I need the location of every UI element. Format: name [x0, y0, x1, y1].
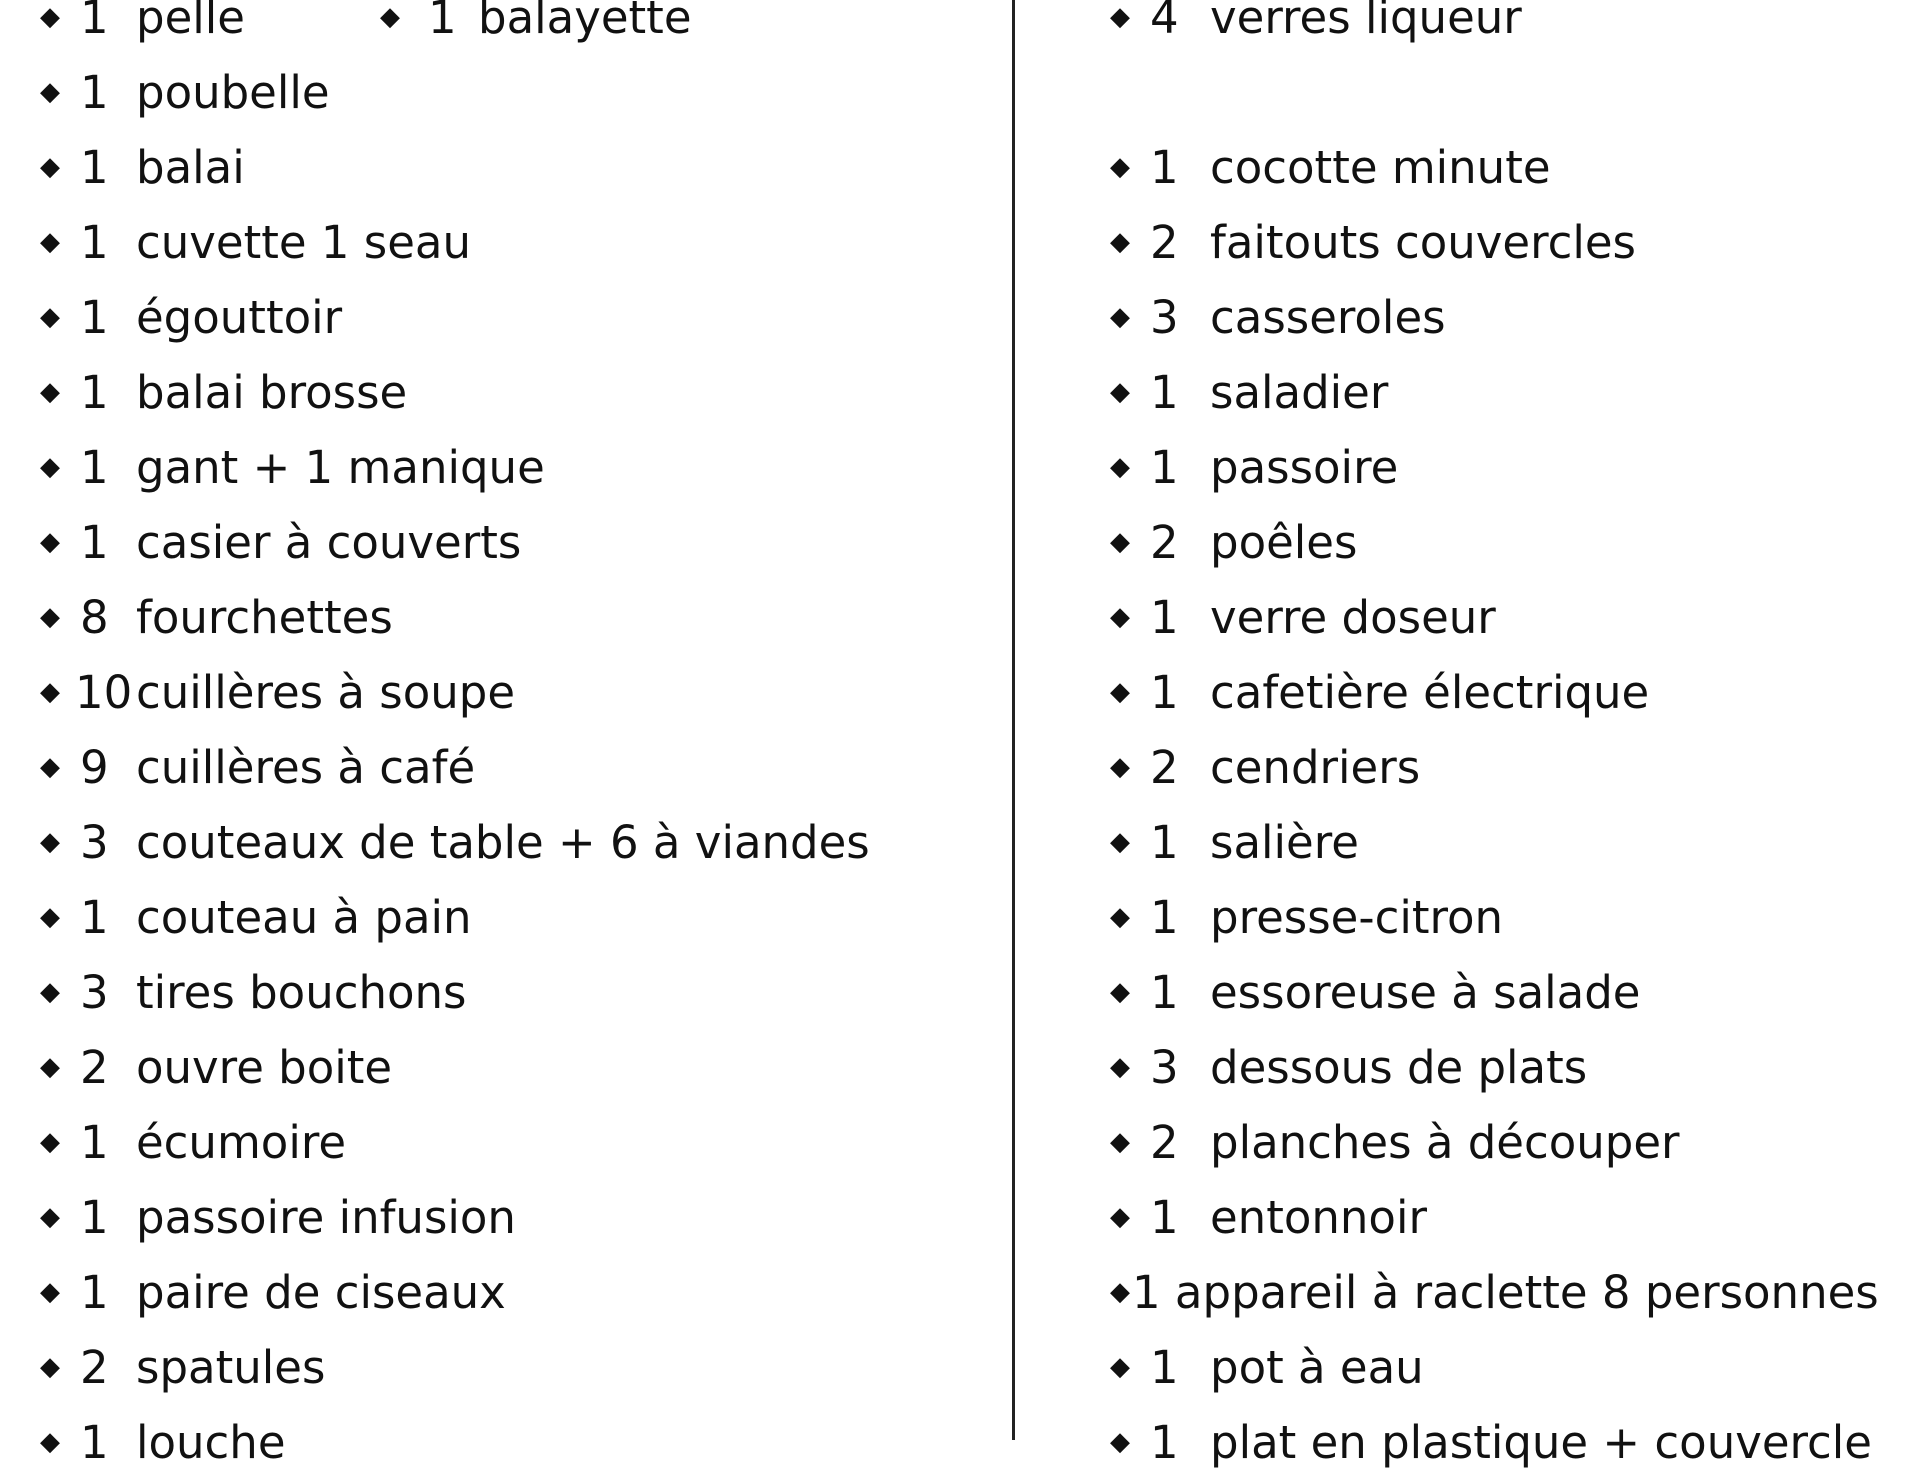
bullet-diamond-icon: ◆ — [1110, 527, 1130, 557]
item-quantity: 1 — [1150, 1416, 1179, 1469]
bullet-diamond-icon: ◆ — [40, 1052, 60, 1082]
list-item — [1110, 1105, 1910, 1180]
bullet-diamond-icon: ◆ — [1110, 302, 1130, 332]
bullet-diamond-icon: ◆ — [1110, 827, 1130, 857]
item-quantity: 1 — [1150, 1191, 1179, 1244]
list-item — [40, 355, 1000, 430]
item-label: cafetière électrique — [1210, 666, 1650, 719]
bullet-diamond-icon: ◆ — [1110, 1052, 1130, 1082]
item-quantity: 2 — [1150, 516, 1179, 569]
left-inventory-column — [40, 0, 1000, 1480]
list-item — [40, 1180, 1000, 1255]
item-label: poubelle — [136, 66, 330, 119]
bullet-diamond-icon: ◆ — [40, 1352, 60, 1382]
list-item — [40, 505, 1000, 580]
item-label: entonnoir — [1210, 1191, 1427, 1244]
item-quantity: 1 — [80, 1416, 109, 1469]
item-label: cuvette 1 seau — [136, 216, 472, 269]
bullet-diamond-icon: ◆ — [1110, 152, 1130, 182]
item-quantity: 3 — [80, 966, 109, 1019]
item-label: cocotte minute — [1210, 141, 1551, 194]
item-quantity: 1 — [80, 291, 109, 344]
item-quantity: 1 — [80, 1191, 109, 1244]
bullet-diamond-icon: ◆ — [40, 377, 60, 407]
bullet-diamond-icon: ◆ — [40, 1127, 60, 1157]
item-label: pot à eau — [1210, 1341, 1424, 1394]
item-label: passoire infusion — [136, 1191, 516, 1244]
item-quantity: 3 — [1150, 291, 1179, 344]
item-label: cuillères à soupe — [136, 666, 516, 719]
bullet-diamond-icon: ◆ — [1110, 1202, 1130, 1232]
list-item — [40, 580, 1000, 655]
item-label: dessous de plats — [1210, 1041, 1588, 1094]
bullet-diamond-icon: ◆ — [40, 152, 60, 182]
item-quantity: 1 — [1150, 141, 1179, 194]
item-label: pelle — [136, 0, 245, 44]
item-quantity: 4 — [1150, 0, 1179, 44]
bullet-diamond-icon: ◆ — [1110, 1352, 1130, 1382]
item-label: balayette — [478, 0, 692, 44]
list-item — [40, 280, 1000, 355]
item-quantity: 1 — [80, 1116, 109, 1169]
bullet-diamond-icon: ◆ — [40, 302, 60, 332]
item-label: verre doseur — [1210, 591, 1496, 644]
item-label: poêles — [1210, 516, 1358, 569]
item-label: balai — [136, 141, 245, 194]
bullet-diamond-icon: ◆ — [40, 452, 60, 482]
item-quantity: 1 — [80, 366, 109, 419]
bullet-diamond-icon: ◆ — [40, 902, 60, 932]
item-quantity: 1 — [80, 216, 109, 269]
bullet-diamond-icon: ◆ — [1110, 377, 1130, 407]
bullet-diamond-icon: ◆ — [40, 827, 60, 857]
item-label: passoire — [1210, 441, 1399, 494]
bullet-diamond-icon: ◆ — [40, 977, 60, 1007]
list-item — [40, 0, 1000, 55]
bullet-diamond-icon: ◆ — [40, 1277, 60, 1307]
bullet-diamond-icon: ◆ — [1110, 902, 1130, 932]
list-item — [40, 880, 1000, 955]
item-label: cuillères à café — [136, 741, 476, 794]
list-item — [40, 55, 1000, 130]
item-label: salière — [1210, 816, 1359, 869]
list-item — [1110, 205, 1910, 280]
item-quantity: 2 — [1150, 1116, 1179, 1169]
item-label: plat en plastique + couvercle — [1210, 1416, 1872, 1469]
list-item — [1110, 1330, 1910, 1405]
item-label: couteau à pain — [136, 891, 472, 944]
item-label: fourchettes — [136, 591, 393, 644]
list-item — [40, 1030, 1000, 1105]
bullet-diamond-icon: ◆ — [1110, 977, 1130, 1007]
bullet-diamond-icon: ◆ — [1110, 1127, 1130, 1157]
item-quantity: 1 — [80, 66, 109, 119]
item-quantity: 1 — [80, 0, 109, 44]
item-label: 1 appareil à raclette 8 personnes — [1132, 1266, 1879, 1319]
item-label: verres liqueur — [1210, 0, 1522, 44]
list-item — [40, 1330, 1000, 1405]
list-item — [1110, 580, 1910, 655]
bullet-diamond-icon: ◆ — [40, 1202, 60, 1232]
list-item — [40, 130, 1000, 205]
bullet-diamond-icon: ◆ — [40, 752, 60, 782]
list-item — [1110, 655, 1910, 730]
list-item — [40, 655, 1000, 730]
bullet-diamond-icon: ◆ — [1110, 2, 1130, 32]
bullet-diamond-icon: ◆ — [40, 677, 60, 707]
list-item — [1110, 0, 1910, 55]
item-label: gant + 1 manique — [136, 441, 545, 494]
list-item — [1110, 130, 1910, 205]
list-item — [1110, 1030, 1910, 1105]
list-item — [1110, 1180, 1910, 1255]
item-quantity: 1 — [80, 516, 109, 569]
item-label: essoreuse à salade — [1210, 966, 1641, 1019]
item-quantity: 1 — [1150, 591, 1179, 644]
item-label: cendriers — [1210, 741, 1421, 794]
bullet-diamond-icon: ◆ — [1110, 1277, 1130, 1307]
item-quantity: 2 — [80, 1341, 109, 1394]
bullet-diamond-icon: ◆ — [40, 602, 60, 632]
item-label: ouvre boite — [136, 1041, 393, 1094]
item-label: paire de ciseaux — [136, 1266, 506, 1319]
list-item — [40, 205, 1000, 280]
list-item — [1110, 805, 1910, 880]
list-item — [1110, 355, 1910, 430]
list-item — [1110, 505, 1910, 580]
right-inventory-column — [1110, 0, 1910, 1480]
list-item — [40, 430, 1000, 505]
item-quantity: 9 — [80, 741, 109, 794]
item-quantity: 1 — [428, 0, 457, 44]
bullet-diamond-icon: ◆ — [1110, 452, 1130, 482]
item-quantity: 8 — [80, 591, 109, 644]
list-item — [40, 1105, 1000, 1180]
item-quantity: 3 — [1150, 1041, 1179, 1094]
bullet-diamond-icon: ◆ — [1110, 752, 1130, 782]
item-quantity: 1 — [80, 1266, 109, 1319]
bullet-diamond-icon: ◆ — [40, 227, 60, 257]
bullet-diamond-icon: ◆ — [1110, 1427, 1130, 1457]
item-label: casier à couverts — [136, 516, 522, 569]
item-label: casseroles — [1210, 291, 1446, 344]
item-label: presse-citron — [1210, 891, 1504, 944]
item-label: saladier — [1210, 366, 1389, 419]
item-label: planches à découper — [1210, 1116, 1680, 1169]
list-item — [1110, 955, 1910, 1030]
item-quantity: 1 — [1150, 441, 1179, 494]
item-label: égouttoir — [136, 291, 343, 344]
bullet-diamond-icon: ◆ — [40, 2, 60, 32]
bullet-diamond-icon: ◆ — [380, 2, 400, 32]
item-quantity: 1 — [1150, 366, 1179, 419]
list-item — [1110, 880, 1910, 955]
item-label: couteaux de table + 6 à viandes — [136, 816, 870, 869]
list-item — [40, 955, 1000, 1030]
item-label: écumoire — [136, 1116, 347, 1169]
list-item — [1110, 1255, 1910, 1330]
item-quantity: 1 — [1150, 816, 1179, 869]
item-quantity: 2 — [1150, 741, 1179, 794]
bullet-diamond-icon: ◆ — [40, 527, 60, 557]
list-item — [40, 805, 1000, 880]
item-quantity: 1 — [80, 441, 109, 494]
bullet-diamond-icon: ◆ — [40, 1427, 60, 1457]
item-label: tires bouchons — [136, 966, 467, 1019]
bullet-diamond-icon: ◆ — [1110, 677, 1130, 707]
bullet-diamond-icon: ◆ — [40, 77, 60, 107]
item-quantity: 1 — [1150, 1341, 1179, 1394]
list-item — [1110, 430, 1910, 505]
bullet-diamond-icon: ◆ — [1110, 602, 1130, 632]
item-quantity: 2 — [80, 1041, 109, 1094]
bullet-diamond-icon: ◆ — [1110, 227, 1130, 257]
item-label: louche — [136, 1416, 286, 1469]
list-item — [40, 730, 1000, 805]
item-quantity: 1 — [80, 141, 109, 194]
item-quantity: 10 — [75, 666, 133, 719]
item-label: faitouts couvercles — [1210, 216, 1637, 269]
item-quantity: 3 — [80, 816, 109, 869]
item-label: balai brosse — [136, 366, 408, 419]
list-item — [1110, 1405, 1910, 1480]
item-quantity: 1 — [1150, 891, 1179, 944]
column-divider — [1012, 0, 1015, 1440]
list-item — [40, 1255, 1000, 1330]
list-item — [1110, 730, 1910, 805]
item-label: spatules — [136, 1341, 326, 1394]
item-quantity: 1 — [1150, 966, 1179, 1019]
blank-line — [1110, 55, 1910, 130]
item-quantity: 1 — [1150, 666, 1179, 719]
item-quantity: 1 — [80, 891, 109, 944]
list-item — [1110, 280, 1910, 355]
list-item — [40, 1405, 1000, 1480]
item-quantity: 2 — [1150, 216, 1179, 269]
